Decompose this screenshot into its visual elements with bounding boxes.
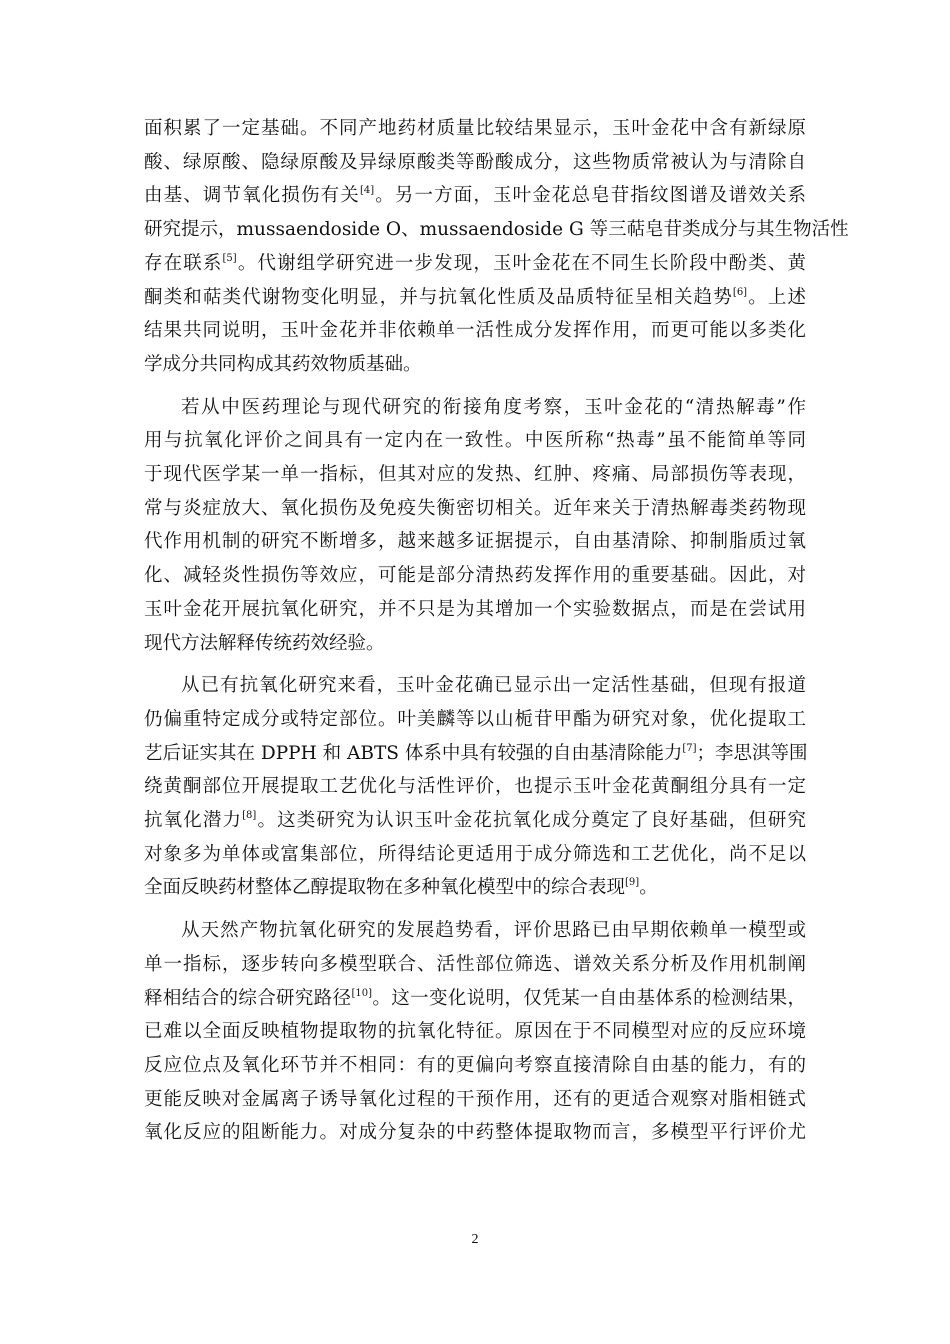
citation-ref: [5] <box>222 252 237 264</box>
text-line <box>144 247 806 281</box>
text-run: 反应位点及氧化环节并不相同：有的更偏向考察直接清除自由基的能力，有的 <box>144 1054 806 1076</box>
text-run: 常与炎症放大、氧化损伤及免疫失衡密切相关。近年来关于清热解毒类药物现 <box>144 497 806 519</box>
body-text <box>144 112 849 1150</box>
paragraph <box>144 669 806 905</box>
text-run: 氧化反应的阻断能力。对成分复杂的中药整体提取物而言，多模型平行评价尤 <box>144 1122 806 1144</box>
text-line <box>144 458 806 492</box>
citation-ref: [7] <box>682 742 697 754</box>
text-run: 对象多为单体或富集部位，所得结论更适用于成分筛选和工艺优化，尚不足以 <box>144 843 806 865</box>
text-line <box>144 179 806 213</box>
citation-ref: [10] <box>351 987 373 999</box>
text-line <box>144 737 806 771</box>
citation-ref: [9] <box>625 877 640 889</box>
text-line <box>144 525 806 559</box>
paragraph <box>144 112 849 382</box>
citation-ref: [8] <box>242 810 257 822</box>
text-line <box>144 838 806 872</box>
page-number: 2 <box>471 1232 479 1247</box>
text-run: 抗氧化潜力 <box>144 810 243 832</box>
text-run: 代作用机制的研究不断增多，越来越多证据提示，自由基清除、抑制脂质过氧 <box>144 531 806 553</box>
text-run: 单一指标，逐步转向多模型联合、活性部位筛选、谱效关系分析及作用机制阐 <box>144 953 806 975</box>
text-run: 。另一方面，玉叶金花总皂苷指纹图谱及谱效关系 <box>374 185 806 207</box>
text-run: 由基、调节氧化损伤有关 <box>144 185 360 207</box>
text-line <box>144 314 806 348</box>
text-run: 绕黄酮部位开展提取工艺优化与活性评价，也提示玉叶金花黄酮组分具有一定 <box>144 776 806 798</box>
text-run: 化、减轻炎性损伤等效应，可能是部分清热药发挥作用的重要基础。因此，对 <box>144 565 806 587</box>
text-line <box>144 559 806 593</box>
text-run: 全面反映药材整体乙醇提取物在多种氧化模型中的综合表现 <box>144 877 626 899</box>
text-run: 。这类研究为认识玉叶金花抗氧化成分奠定了良好基础，但研究 <box>256 810 806 832</box>
text-run: 若从中医药理论与现代研究的衔接角度考察，玉叶金花的“清热解毒”作 <box>181 396 806 418</box>
text-line <box>144 348 806 382</box>
text-line <box>144 703 806 737</box>
text-run: 面积累了一定基础。不同产地药材质量比较结果显示，玉叶金花中含有新绿原 <box>144 118 806 139</box>
text-line <box>144 213 849 247</box>
citation-ref: [4] <box>359 185 375 197</box>
text-run: 从已有抗氧化研究来看，玉叶金花确已显示出一定活性基础，但现有报道 <box>181 675 806 697</box>
text-line <box>144 593 806 627</box>
text-run: 结果共同说明，玉叶金花并非依赖单一活性成分发挥作用，而更可能以多类化 <box>144 320 806 342</box>
text-run: 存在联系 <box>144 252 223 274</box>
text-run: 玉叶金花开展抗氧化研究，并不只是为其增加一个实验数据点，而是在尝试用 <box>144 598 806 620</box>
text-run: 酸、绿原酸、隐绿原酸及异绿原酸类等酚酸成分，这些物质常被认为与清除自 <box>144 151 806 173</box>
text-line <box>144 871 806 905</box>
citation-ref: [6] <box>732 286 748 298</box>
text-run: 学成分共同构成其药效物质基础。 <box>144 353 422 375</box>
text-run: 。这一变化说明，仅凭某一自由基体系的检测结果， <box>372 987 806 1009</box>
text-run: 。上述 <box>747 286 806 308</box>
text-run: 已难以全面反映植物提取物的抗氧化特征。原因在于不同模型对应的反应环境 <box>144 1021 806 1043</box>
text-run: 现代方法解释传统药效经验。 <box>144 632 385 654</box>
text-run: 于现代医学某一单一指标，但其对应的发热、红肿、疼痛、局部损伤等表现， <box>144 464 806 486</box>
text-line <box>144 424 806 458</box>
text-line <box>144 804 806 838</box>
paragraph <box>144 914 806 1150</box>
text-run: 酮类和萜类代谢物变化明显，并与抗氧化性质及品质特征呈相关趋势 <box>144 286 733 308</box>
text-line <box>144 1116 806 1150</box>
text-run: 从天然产物抗氧化研究的发展趋势看，评价思路已由早期依赖单一模型或 <box>181 920 806 942</box>
text-line <box>144 770 806 804</box>
text-run: 。代谢组学研究进一步发现，玉叶金花在不同生长阶段中酚类、黄 <box>236 252 806 274</box>
text-line <box>144 1049 806 1083</box>
text-run: 研究提示，mussaendoside O、mussaendoside G 等三萜皂苷类成分与其生物活性 <box>144 219 849 241</box>
text-line <box>144 391 806 425</box>
text-line <box>144 1015 806 1049</box>
text-line <box>144 982 806 1016</box>
text-line <box>144 112 806 146</box>
text-line <box>144 146 806 180</box>
text-line <box>144 1083 806 1117</box>
text-run: 。 <box>639 877 658 899</box>
text-line <box>144 669 806 703</box>
text-run: 艺后证实其在 DPPH 和 ABTS 体系中具有较强的自由基清除能力 <box>144 742 683 764</box>
paragraph <box>144 391 806 661</box>
text-line <box>144 281 806 315</box>
text-run: 仍偏重特定成分或特定部位。叶美麟等以山栀苷甲酯为研究对象，优化提取工 <box>144 708 806 730</box>
text-run: 用与抗氧化评价之间具有一定内在一致性。中医所称“热毒”虽不能简单等同 <box>144 430 806 452</box>
text-line <box>144 492 806 526</box>
text-run: ；李思淇等围 <box>696 742 808 764</box>
text-line <box>144 914 806 948</box>
text-line <box>144 948 806 982</box>
text-run: 更能反映对金属离子诱导氧化过程的干预作用，还有的更适合观察对脂相链式 <box>144 1088 806 1110</box>
text-line <box>144 627 806 661</box>
text-run: 释相结合的综合研究路径 <box>144 987 352 1009</box>
